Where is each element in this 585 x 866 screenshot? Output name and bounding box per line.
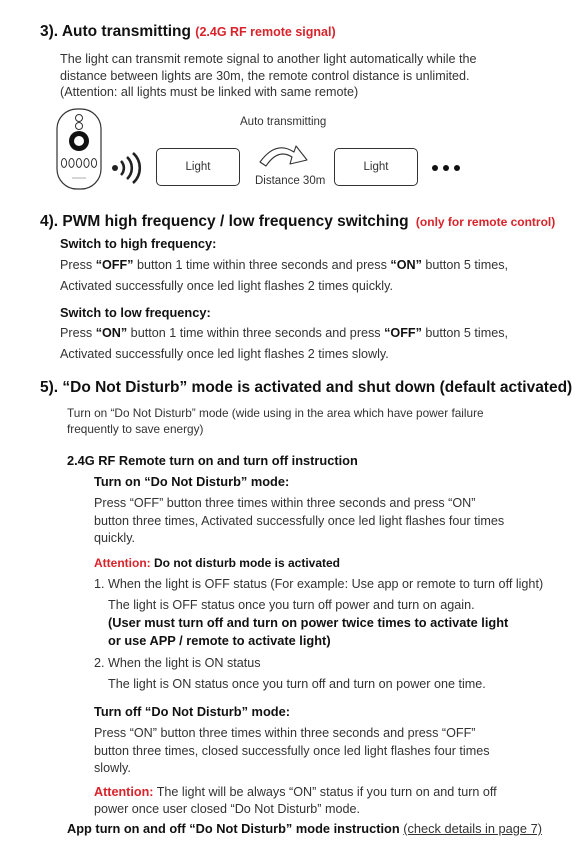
- ellipsis-icon: [430, 160, 462, 178]
- paragraph-line: slowly.: [94, 761, 131, 775]
- light-box-2: [334, 148, 418, 186]
- attention-text: power once user closed “Do Not Disturb” mode.: [94, 801, 360, 816]
- low-frequency-line-1: [60, 325, 508, 342]
- paragraph-line: quickly.: [94, 531, 136, 545]
- section-3-title: [40, 23, 336, 41]
- light-label: Light: [185, 161, 211, 173]
- list-item-1-detail: The light is OFF status once you turn off power and turn on again.: [108, 598, 475, 612]
- text: button 1 time within three seconds and press: [127, 326, 385, 340]
- low-frequency-title: Switch to low frequency:: [60, 305, 211, 320]
- attention-text: The light will be always “ON” status if you turn on and turn off: [153, 785, 497, 799]
- text: button 5 times,: [421, 326, 508, 340]
- bold-line: (User must turn off and turn on power twice times to activate light: [108, 615, 509, 630]
- section-3-title-text: 3). Auto transmitting: [40, 23, 191, 40]
- rf-remote-title: 2.4G RF Remote turn on and turn off instruction: [67, 453, 358, 468]
- app-title-text: App turn on and off “Do Not Disturb” mode instruction: [67, 821, 404, 836]
- page-7-link[interactable]: (check details in page 7): [403, 821, 542, 836]
- paragraph-line: Press “OFF” button three times within three seconds and press “ON”: [94, 496, 476, 510]
- high-frequency-line-1: [60, 257, 508, 274]
- app-instruction-title: [67, 821, 542, 836]
- text: Press: [60, 258, 96, 272]
- paragraph-line: distance between lights are 30m, the remote control distance is unlimited.: [60, 68, 470, 83]
- section-4-tag: (only for remote control): [415, 215, 556, 229]
- attention-closed: [94, 784, 497, 817]
- distance-label: Distance 30m: [255, 175, 326, 187]
- off-keyword: “OFF”: [384, 326, 422, 340]
- attention-label: Attention:: [94, 785, 154, 799]
- text: Press: [60, 326, 96, 340]
- text: button 1 time within three seconds and press: [133, 258, 391, 272]
- section-3-tag: (2.4G RF remote signal): [195, 25, 336, 39]
- paragraph-line: Turn on “Do Not Disturb” mode (wide using in the area which have power failure: [67, 406, 484, 420]
- attention-activated: [94, 556, 340, 570]
- list-item-2-detail: The light is ON status once you turn off and turn on power one time.: [108, 677, 486, 691]
- off-keyword: “OFF”: [95, 258, 134, 272]
- turn-on-title: Turn on “Do Not Disturb” mode:: [94, 474, 290, 489]
- paragraph-line: The light can transmit remote signal to another light automatically while the: [60, 52, 477, 66]
- turn-on-paragraph: [94, 495, 504, 548]
- list-item-1: 1. When the light is OFF status (For example: Use app or remote to turn off light): [94, 577, 544, 591]
- paragraph-line: button three times, closed successfully once led light flashes four times: [94, 743, 490, 758]
- paragraph-line: (Attention: all lights must be linked with same remote): [60, 85, 359, 99]
- curved-arrow-icon: [258, 136, 310, 172]
- high-frequency-title: Switch to high frequency:: [60, 236, 217, 251]
- low-frequency-line-2: Activated successfully once led light flashes 2 times slowly.: [60, 347, 389, 361]
- section-5-title: 5). “Do Not Disturb” mode is activated and shut down (default activated): [40, 379, 573, 396]
- section-5-intro: [67, 405, 484, 437]
- high-frequency-line-2: Activated successfully once led light flashes 2 times quickly.: [60, 279, 393, 293]
- light-label: Light: [363, 161, 389, 173]
- on-keyword: “ON”: [390, 258, 422, 272]
- list-item-2: 2. When the light is ON status: [94, 656, 261, 670]
- list-item-1-bold-note: [108, 614, 508, 650]
- bold-line: or use APP / remote to activate light): [108, 633, 331, 648]
- paragraph-line: Press “ON” button three times within three seconds and press “OFF”: [94, 726, 476, 740]
- attention-label: Attention:: [94, 556, 151, 570]
- light-box-1: [156, 148, 240, 186]
- turn-off-title: Turn off “Do Not Disturb” mode:: [94, 704, 290, 719]
- paragraph-line: frequently to save energy): [67, 422, 204, 436]
- wireless-signal-icon: [110, 152, 142, 184]
- auto-transmitting-label: Auto transmitting: [240, 116, 327, 128]
- text: button 5 times,: [421, 258, 508, 272]
- section-4-title: [40, 213, 555, 231]
- turn-off-paragraph: [94, 725, 490, 778]
- section-3-paragraph: [60, 51, 477, 101]
- remote-control-icon: [56, 108, 102, 190]
- attention-text: Do not disturb mode is activated: [150, 556, 341, 570]
- section-4-title-text: 4). PWM high frequency / low frequency switching: [40, 213, 409, 230]
- paragraph-line: button three times, Activated successfully once led light flashes four times: [94, 513, 505, 528]
- on-keyword: “ON”: [95, 326, 128, 340]
